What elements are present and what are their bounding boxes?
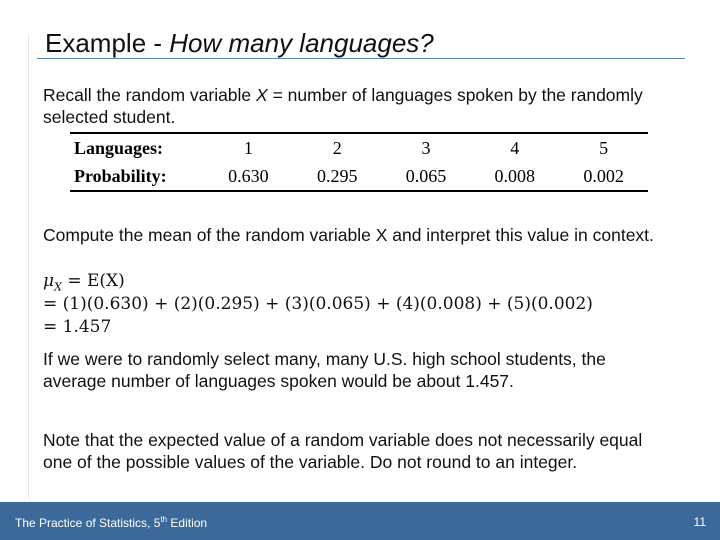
compute-paragraph: Compute the mean of the random variable X and interpret this value in context. <box>43 225 654 245</box>
languages-label: Languages: <box>74 137 164 158</box>
value-cell: 1 <box>243 137 253 158</box>
values-row <box>70 133 648 162</box>
note-paragraph: Note that the expected value of a random variable does not necessarily equal one of the possible values of the variable. Do not round to an integer. <box>43 430 643 472</box>
page-number: 11 <box>693 515 706 529</box>
title-underline <box>37 58 685 59</box>
intro-paragraph: Recall the random variable X = number of languages spoken by the randomly selected student. <box>43 85 643 127</box>
probability-cell: 0.008 <box>494 165 536 186</box>
footer-bar <box>0 502 720 540</box>
probability-cell: 0.002 <box>583 165 624 186</box>
mean-expansion: = (1)(0.630) + (2)(0.295) + (3)(0.065) + (4)(0.008) + (5)(0.002) <box>43 294 593 314</box>
interpretation-paragraph: If we were to randomly select many, many U.S. high school students, the average number of languages spoken would be about 1.457. <box>43 349 606 391</box>
mean-result: = 1.457 <box>43 317 112 337</box>
slide-title: Example - How many languages? <box>45 28 434 58</box>
probability-cell: 0.295 <box>316 165 358 186</box>
probability-cell: 0.065 <box>405 165 447 186</box>
left-guide-line <box>28 35 29 500</box>
value-cell: 4 <box>510 137 520 158</box>
probability-cell: 0.630 <box>228 165 269 186</box>
value-cell: 5 <box>599 137 609 158</box>
mean-definition: $\mu_X = E(X)$ <box>43 271 125 294</box>
distribution-table <box>70 132 648 192</box>
value-cell: 2 <box>332 137 342 158</box>
value-cell: 3 <box>421 137 431 158</box>
probability-label: Probability: <box>74 165 167 186</box>
probability-row <box>70 162 648 191</box>
footer-book-title: The Practice of Statistics, 5th Edition <box>15 515 208 530</box>
